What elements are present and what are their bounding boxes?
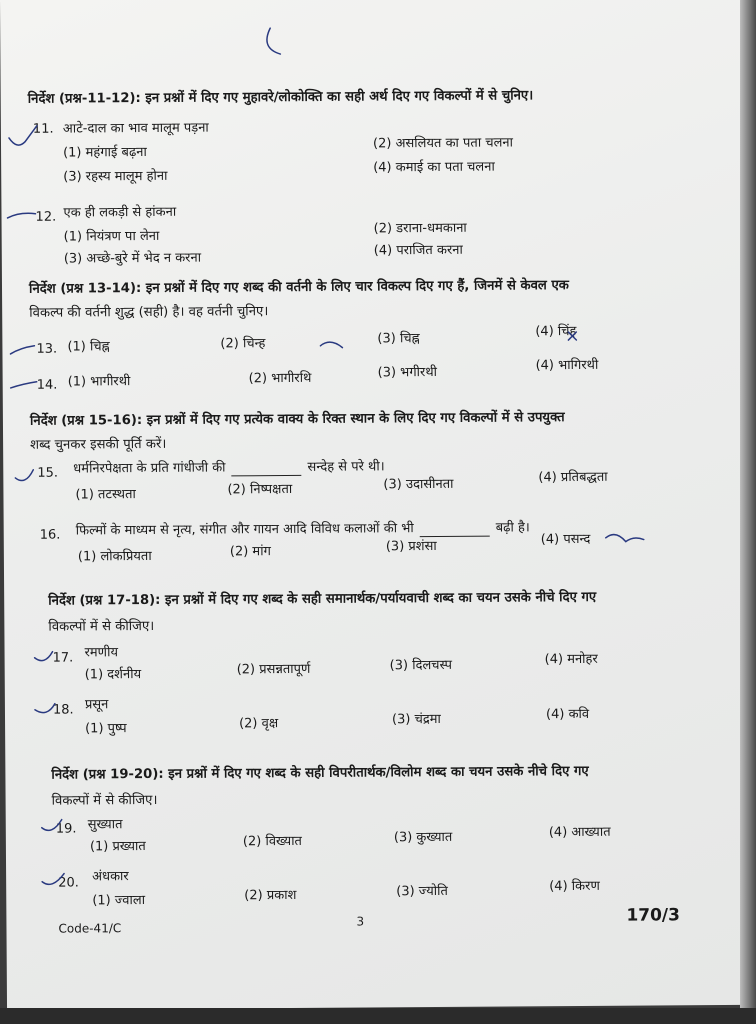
q18-option-2: (2) वृक्ष [239, 716, 279, 732]
question-20-text: अंधकार [92, 869, 129, 885]
q11-option-4: (4) कमाई का पता चलना [373, 159, 495, 176]
question-12-num: 12. [35, 209, 57, 225]
q19-option-3: (3) कुख्यात [393, 829, 453, 846]
q19-option-1: (1) प्रख्यात [89, 839, 146, 855]
q20-option-4: (4) किरण [549, 878, 600, 895]
q17-option-3: (3) दिलचस्प [389, 657, 453, 674]
tick-mark-20 [42, 874, 64, 885]
cross-mark-13 [568, 332, 576, 340]
direction-19-20-line2: विकल्पों में से कीजिए। [51, 792, 158, 809]
q15-text-b: सन्देह से परे थी। [307, 459, 385, 475]
q11-option-3: (3) रहस्य मालूम होना [63, 168, 168, 185]
tick-mark-12 [7, 213, 35, 218]
question-17-text: रमणीय [84, 645, 119, 661]
q17-option-2: (2) प्रसन्नतापूर्ण [236, 661, 311, 678]
q17-option-4: (4) मनोहर [544, 651, 598, 668]
q12-option-3: (3) अच्छे-बुरे में भेद न करना [63, 250, 202, 267]
tick-mark-18 [35, 704, 55, 713]
q13-option-3: (3) चिह्न [377, 331, 420, 347]
q20-option-2: (2) प्रकाश [244, 887, 297, 904]
q17-option-1: (1) दर्शनीय [84, 667, 142, 683]
scribble-13 [320, 342, 342, 348]
q14-option-4: (4) भागिरथी [535, 357, 599, 374]
question-13-num: 13. [36, 341, 58, 357]
question-15-num: 15. [37, 465, 59, 481]
direction-11-12: निर्देश (प्रश्न-11-12): इन प्रश्नों में दिए गए मुहावरे/लोकोक्ति का सही अर्थ दिए गए विकल्पों में से चुनिए। [27, 88, 534, 107]
q16-text-b: बढ़ी है। [495, 520, 530, 536]
q19-option-4: (4) आख्यात [548, 824, 611, 841]
question-19-text: सुख्यात [87, 817, 123, 833]
q16-option-3: (3) प्रशंसा [385, 538, 437, 555]
q19-option-2: (2) विख्यात [242, 833, 303, 850]
q16-text-a: फिल्मों के माध्यम से नृत्य, संगीत और गायन आदि विविध कलाओं की भी [75, 521, 414, 539]
page-code: 170/3 [626, 905, 681, 926]
q12-option-2: (2) डराना-धमकाना [373, 220, 467, 237]
question-12-text: एक ही लकड़ी से हांकना [63, 204, 177, 221]
q20-option-1: (1) ज्वाला [92, 893, 146, 909]
tick-mark-15 [15, 470, 33, 481]
q18-option-4: (4) कवि [545, 706, 590, 723]
question-11-num: 11. [32, 121, 54, 137]
q13-option-4: (4) चिंह [535, 323, 577, 340]
tick-mark-13 [10, 346, 34, 354]
q15-text-a: धर्मनिरपेक्षता के प्रति गांधीजी की [73, 460, 226, 477]
tick-mark-17 [35, 652, 53, 661]
q14-option-1: (1) भागीरथी [67, 374, 131, 390]
question-18-num: 18. [52, 702, 74, 718]
footer-code: Code-41/C [58, 921, 122, 936]
scribble-16 [606, 534, 644, 541]
q15-option-3: (3) उदासीनता [383, 476, 454, 493]
q15-option-2: (2) निष्पक्षता [227, 481, 293, 498]
direction-19-20-line1: निर्देश (प्रश्न 19-20): इन प्रश्नों में दिए गए शब्द के सही विपरीतार्थक/विलोम शब्द का चयन उसके नीचे दिए गए [51, 763, 589, 783]
q16-option-2: (2) मांग [229, 544, 271, 560]
question-16-num: 16. [39, 527, 61, 543]
tick-mark-14 [11, 382, 37, 388]
question-14-num: 14. [36, 377, 58, 393]
question-18-text: प्रसून [84, 697, 109, 713]
background-band [0, 1008, 756, 1024]
q11-option-2: (2) असलियत का पता चलना [372, 135, 514, 152]
direction-15-16-line2: शब्द चुनकर इसकी पूर्ति करें। [30, 436, 167, 453]
direction-17-18-line1: निर्देश (प्रश्न 17-18): इन प्रश्नों में दिए गए शब्द के सही समानार्थक/पर्यायवाची शब्द का चयन उसके नीचे दिए गए [48, 589, 597, 609]
q20-option-3: (3) ज्योति [396, 883, 448, 900]
q18-option-1: (1) पुष्प [85, 721, 127, 737]
q15-option-4: (4) प्रतिबद्धता [538, 469, 608, 486]
q12-option-4: (4) पराजित करना [373, 242, 463, 259]
page-edge-shadow [740, 0, 756, 1024]
q16-option-1: (1) लोकप्रियता [77, 548, 152, 565]
page-number: 3 [356, 914, 365, 929]
q15-option-1: (1) तटस्थता [75, 487, 136, 503]
question-17-num: 17. [52, 650, 74, 666]
direction-17-18-line2: विकल्पों में से कीजिए। [48, 618, 155, 635]
q14-option-3: (3) भगीरथी [377, 364, 438, 381]
q13-option-2: (2) चिन्ह [220, 336, 266, 352]
tick-mark-11 [9, 126, 37, 145]
q18-option-3: (3) चंद्रमा [391, 711, 441, 728]
top-scribble [267, 28, 281, 54]
q14-option-2: (2) भागीरथि [248, 370, 312, 387]
tick-mark-19 [42, 820, 62, 831]
question-20-num: 20. [58, 875, 79, 891]
q11-option-1: (1) महंगाई बढ़ना [63, 144, 147, 161]
q13-option-1: (1) चिह्न [67, 339, 110, 355]
direction-13-14-line1: निर्देश (प्रश्न 13-14): इन प्रश्नों में दिए गए शब्द की वर्तनी के लिए चार विकल्प दिए गए हैं, जिनमें से केवल एक [28, 278, 569, 297]
direction-13-14-line2: विकल्प की वर्तनी शुद्ध (सही) है। वह वर्तनी चुनिए। [29, 304, 269, 321]
q16-option-4: (4) पसन्द [540, 531, 591, 548]
q12-option-1: (1) नियंत्रण पा लेना [63, 228, 160, 245]
direction-15-16-line1: निर्देश (प्रश्न 15-16): इन प्रश्नों में दिए गए प्रत्येक वाक्य के रिक्त स्थान के लिए दिए गए विकल्पों में से उपयुक्त [29, 410, 565, 429]
question-11-text: आटे-दाल का भाव मालूम पड़ना [62, 120, 209, 137]
question-19-num: 19. [55, 821, 77, 837]
